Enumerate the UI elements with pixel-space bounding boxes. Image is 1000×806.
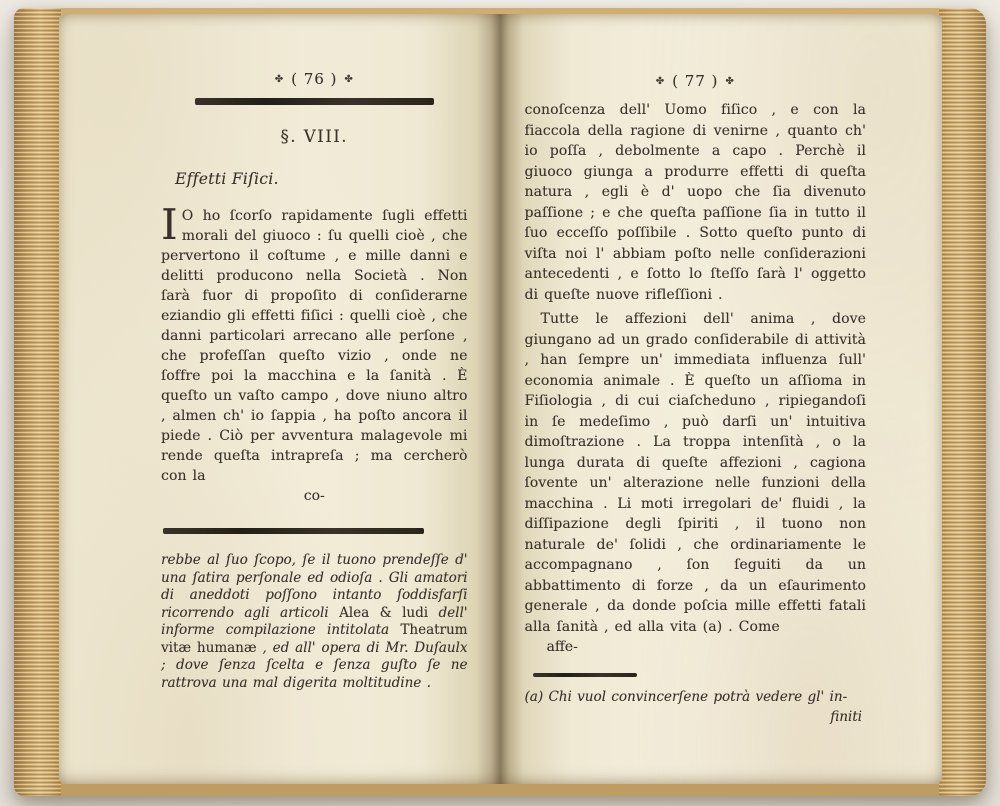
page-76 (59, 14, 501, 784)
page-76-running-head (161, 70, 468, 88)
footnote-segment: , ed all' opera di Mr. Duſaulx ; dove ſenza ſcelta e ſenza guſto ſe ne rattrova una mal digerita moltitudine . (161, 639, 468, 691)
body-paragraph-left (161, 200, 468, 486)
footnote-divider-rule (163, 528, 424, 534)
footnote-right: (a) Chi vuol convincerſene potrà vedere gl' in- (524, 689, 848, 705)
footnote-left (161, 552, 468, 692)
footnote-segment: dell' informe compilazione intitolata (161, 604, 468, 638)
left-fore-edge-page-stack (14, 8, 61, 796)
section-heading: §. VIII. (280, 127, 348, 146)
page-number-77: ( 77 ) (672, 72, 719, 90)
body-text-content: O ho ſcorſo rapidamente ſugli effetti morali del giuoco : ſu quelli cioè , che pervertono il coſtume , e mille danni e delitti producono nella Società . Non ſarà fuor di propoſito di conſiderarne eziandio gli effetti fiſici : quelli cioè , che danni particolari arrecano alle perſone , che profeſſan queſto vizio , onde ne ſoffre poi la macchina e la ſanità . È queſto un vaſto campo , dove niuno altro , almen ch' io ſappia , ha poſto ancora il piede . Ciò per avventura malagevole mi rende queſta intrapreſa ; ma cercherò con la (161, 208, 468, 484)
chapter-subheading: Effetti Fiſici. (175, 170, 279, 188)
floral-ornament-icon: ✤ (655, 76, 666, 87)
page-77-textblock (525, 72, 867, 725)
footnote-catchword: finiti (830, 708, 862, 725)
page-spread (59, 14, 942, 784)
footnote-segment: Alea & ludi (339, 604, 429, 621)
page-77 (501, 14, 943, 784)
page-76-textblock (161, 70, 468, 692)
page-number-76: ( 76 ) (291, 70, 338, 88)
footnote-segment: Theatrum vitæ humanæ (161, 622, 468, 656)
floral-ornament-icon: ✤ (344, 74, 354, 85)
footnote-segment: rebbe al ſuo ſcopo, ſe il tuono prendeſſe d' una ſatira perſonale ed odioſa . Gli amatori di aneddoti poſſono intanto ſoddisfarſi ricorrendo agli articoli (161, 552, 468, 621)
drop-cap: I (161, 200, 178, 249)
catchword-left: co- (303, 488, 325, 504)
floral-ornament-icon: ✤ (725, 76, 735, 87)
open-book (14, 8, 986, 796)
head-ornamental-rule (195, 98, 434, 105)
page-77-running-head (525, 72, 867, 90)
floral-ornament-icon: ✤ (274, 74, 285, 85)
footnote-rule (533, 673, 637, 677)
body-paragraph-right-1: conoſcenza dell' Uomo fiſico , e con la fiaccola della ragione di venirne , quanto ch' io poſſa , debolmente a capo . Perchè il giuoco giunga a produrre effetti di queſta natura , egli è d' uopo che ſia divenuto paſſione ; e che queſta paſſione ſia in tutto il ſuo ecceſſo poſſibile . Sotto queſto punto di viſta noi l' abbiam poſto nelle conſiderazioni antecedenti , e ſotto lo ſteſſo ſarà l' oggetto di queſte nuove rifleſſioni . (524, 102, 866, 303)
right-fore-edge-page-stack (939, 8, 986, 796)
body-paragraph-right-2: Tutte le affezioni dell' anima , dove giungano ad un grado conſiderabile di attività , han ſempre un' immediata influenza ſull' economia animale . È queſto un aſſioma in Fiſiologia , di cui ciaſcheduno , ripiegandoſi in ſe medeſimo , può darſi un' intuitiva dimoſtrazione . La troppa intenſità , o la lunga durata di queſte affezioni , cagiona ſovente un' alterazione nelle funzioni della macchina . Li moti irregolari de' fluidi , la diſſipazione degli ſpiriti , il tuono non naturale de' ſolidi , che ordinariamente le accompagnano , ſon ſeguiti da un abbattimento di forze , da un eſaurimento generale , da donde poſcia mille effetti fatali alla ſanità , ed alla vita (a) . Come (524, 311, 866, 635)
catchword-right: affe- (546, 639, 578, 655)
